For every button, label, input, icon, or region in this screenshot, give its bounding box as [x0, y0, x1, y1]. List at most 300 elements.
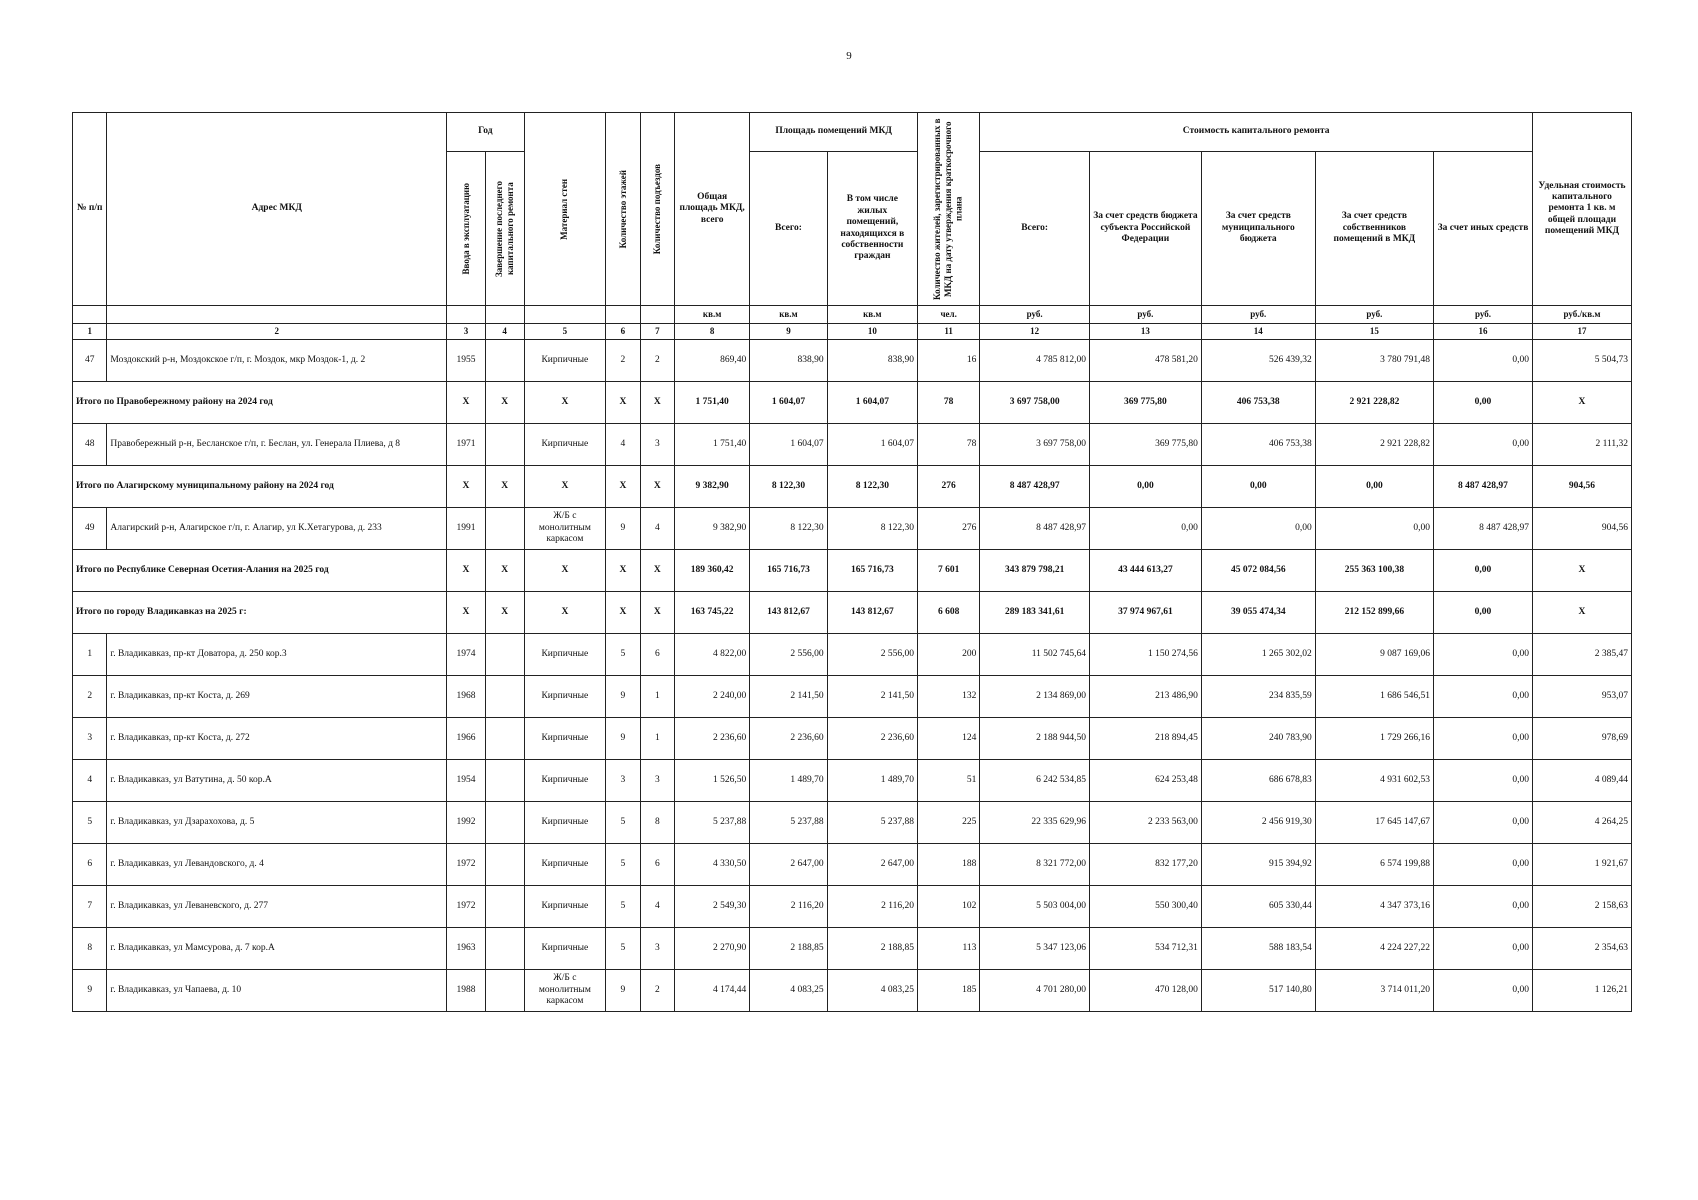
header-total-area: Общая площадь МКД, всего — [675, 113, 750, 306]
cost-region-cell: 832 177,20 — [1090, 844, 1202, 886]
unit-cell: кв.м — [827, 306, 917, 324]
cost-owners-cell: 0,00 — [1315, 466, 1433, 508]
unit-cost-cell: 1 126,21 — [1532, 970, 1631, 1012]
cost-region-cell: 369 775,80 — [1090, 382, 1202, 424]
year-last-repair-cell — [485, 718, 524, 760]
cost-owners-cell: 3 714 011,20 — [1315, 970, 1433, 1012]
year-last-repair-cell — [485, 340, 524, 382]
address-cell: г. Владикавказ, ул Мамсурова, д. 7 кор.А — [107, 928, 447, 970]
unit-cost-cell: 953,07 — [1532, 676, 1631, 718]
entrances-cell: 3 — [640, 760, 674, 802]
wall-material-cell: Кирпичные — [524, 844, 606, 886]
premises-citizens-cell: 165 716,73 — [827, 550, 917, 592]
address-cell: г. Владикавказ, ул Чапаева, д. 10 — [107, 970, 447, 1012]
wall-material-cell: Кирпичные — [524, 886, 606, 928]
floors-cell: X — [606, 382, 640, 424]
premises-total-cell: 2 236,60 — [750, 718, 827, 760]
premises-total-cell: 2 556,00 — [750, 634, 827, 676]
cost-municipal-cell: 517 140,80 — [1201, 970, 1315, 1012]
cost-owners-cell: 255 363 100,38 — [1315, 550, 1433, 592]
premises-citizens-cell: 2 141,50 — [827, 676, 917, 718]
cost-other-cell: 8 487 428,97 — [1434, 466, 1533, 508]
row-number-cell: 47 — [73, 340, 107, 382]
residents-cell: 185 — [918, 970, 980, 1012]
residents-cell: 276 — [918, 466, 980, 508]
premises-citizens-cell: 2 116,20 — [827, 886, 917, 928]
subtotal-label: Итого по Республике Северная Осетия-Алания на 2025 год — [73, 550, 447, 592]
column-number: 11 — [918, 324, 980, 340]
year-commission-cell: 1954 — [447, 760, 486, 802]
cost-owners-cell: 212 152 899,66 — [1315, 592, 1433, 634]
cost-other-cell: 0,00 — [1434, 886, 1533, 928]
unit-cost-cell: 4 264,25 — [1532, 802, 1631, 844]
cost-municipal-cell: 605 330,44 — [1201, 886, 1315, 928]
cost-other-cell: 0,00 — [1434, 592, 1533, 634]
premises-citizens-cell: 8 122,30 — [827, 466, 917, 508]
year-last-repair-cell — [485, 844, 524, 886]
cost-region-cell: 37 974 967,61 — [1090, 592, 1202, 634]
premises-total-cell: 8 122,30 — [750, 466, 827, 508]
row-number-cell: 3 — [73, 718, 107, 760]
cost-owners-cell: 6 574 199,88 — [1315, 844, 1433, 886]
total-area-cell: 4 330,50 — [675, 844, 750, 886]
unit-cost-cell: X — [1532, 592, 1631, 634]
residents-cell: 132 — [918, 676, 980, 718]
cost-total-cell: 5 347 123,06 — [980, 928, 1090, 970]
cost-region-cell: 624 253,48 — [1090, 760, 1202, 802]
year-last-repair-cell — [485, 886, 524, 928]
cost-total-cell: 3 697 758,00 — [980, 382, 1090, 424]
table-row — [73, 760, 1632, 802]
header-wall-material: Материал стен — [524, 113, 606, 306]
floors-cell: 9 — [606, 970, 640, 1012]
table-row — [73, 886, 1632, 928]
premises-total-cell: 2 116,20 — [750, 886, 827, 928]
cost-total-cell: 5 503 004,00 — [980, 886, 1090, 928]
header-address: Адрес МКД — [107, 113, 447, 306]
cost-municipal-cell: 526 439,32 — [1201, 340, 1315, 382]
year-commission-cell: X — [447, 550, 486, 592]
address-cell: г. Владикавказ, пр-кт Коста, д. 269 — [107, 676, 447, 718]
unit-cell: руб. — [1315, 306, 1433, 324]
cost-owners-cell: 3 780 791,48 — [1315, 340, 1433, 382]
year-last-repair-cell — [485, 508, 524, 550]
column-number: 4 — [485, 324, 524, 340]
column-number: 1 — [73, 324, 107, 340]
floors-cell: 5 — [606, 634, 640, 676]
wall-material-cell: Кирпичные — [524, 676, 606, 718]
subtotal-row — [73, 550, 1632, 592]
row-number-cell: 1 — [73, 634, 107, 676]
cost-municipal-cell: 0,00 — [1201, 508, 1315, 550]
cost-region-cell: 0,00 — [1090, 508, 1202, 550]
subtotal-label: Итого по Правобережному району на 2024 год — [73, 382, 447, 424]
entrances-cell: 6 — [640, 634, 674, 676]
unit-cost-cell: X — [1532, 550, 1631, 592]
address-cell: г. Владикавказ, ул Левандовского, д. 4 — [107, 844, 447, 886]
floors-cell: 9 — [606, 718, 640, 760]
wall-material-cell: Кирпичные — [524, 424, 606, 466]
year-commission-cell: X — [447, 382, 486, 424]
wall-material-cell: Кирпичные — [524, 760, 606, 802]
table-row — [73, 844, 1632, 886]
total-area-cell: 2 270,90 — [675, 928, 750, 970]
header-cost-total: Всего: — [980, 152, 1090, 306]
premises-citizens-cell: 143 812,67 — [827, 592, 917, 634]
entrances-cell: 2 — [640, 970, 674, 1012]
cost-region-cell: 2 233 563,00 — [1090, 802, 1202, 844]
cost-region-cell: 1 150 274,56 — [1090, 634, 1202, 676]
total-area-cell: 869,40 — [675, 340, 750, 382]
cost-total-cell: 6 242 534,85 — [980, 760, 1090, 802]
total-area-cell: 4 174,44 — [675, 970, 750, 1012]
floors-cell: 5 — [606, 886, 640, 928]
cost-other-cell: 0,00 — [1434, 340, 1533, 382]
residents-cell: 102 — [918, 886, 980, 928]
premises-citizens-cell: 2 236,60 — [827, 718, 917, 760]
unit-cell: чел. — [918, 306, 980, 324]
cost-region-cell: 369 775,80 — [1090, 424, 1202, 466]
total-area-cell: 2 240,00 — [675, 676, 750, 718]
header-cost-municipal: За счет средств муниципального бюджета — [1201, 152, 1315, 306]
cost-municipal-cell: 0,00 — [1201, 466, 1315, 508]
floors-cell: X — [606, 592, 640, 634]
table-row — [73, 424, 1632, 466]
floors-cell: X — [606, 550, 640, 592]
total-area-cell: 1 751,40 — [675, 382, 750, 424]
header-year-commission: Ввода в эксплуатацию — [447, 152, 486, 306]
header-premises-citizens: В том числе жилых помещений, находящихся в собственности граждан — [827, 152, 917, 306]
entrances-cell: X — [640, 550, 674, 592]
wall-material-cell: Ж/Б с монолитным каркасом — [524, 970, 606, 1012]
address-cell: Правобережный р-н, Бесланское г/п, г. Беслан, ул. Генерала Плиева, д 8 — [107, 424, 447, 466]
residents-cell: 200 — [918, 634, 980, 676]
cost-municipal-cell: 588 183,54 — [1201, 928, 1315, 970]
cost-other-cell: 8 487 428,97 — [1434, 508, 1533, 550]
entrances-cell: 8 — [640, 802, 674, 844]
column-number: 3 — [447, 324, 486, 340]
address-cell: г. Владикавказ, ул Леваневского, д. 277 — [107, 886, 447, 928]
table-row — [73, 508, 1632, 550]
cost-region-cell: 0,00 — [1090, 466, 1202, 508]
subtotal-row — [73, 466, 1632, 508]
unit-cost-cell: 2 354,63 — [1532, 928, 1631, 970]
cost-region-cell: 534 712,31 — [1090, 928, 1202, 970]
unit-cell: руб./кв.м — [1532, 306, 1631, 324]
total-area-cell: 9 382,90 — [675, 466, 750, 508]
year-commission-cell: 1992 — [447, 802, 486, 844]
row-number-cell: 7 — [73, 886, 107, 928]
row-number-cell: 48 — [73, 424, 107, 466]
unit-cost-cell: 2 158,63 — [1532, 886, 1631, 928]
capital-repair-table — [72, 112, 1632, 1012]
header-premises-total: Всего: — [750, 152, 827, 306]
entrances-cell: 3 — [640, 928, 674, 970]
cost-other-cell: 0,00 — [1434, 550, 1533, 592]
cost-total-cell: 2 188 944,50 — [980, 718, 1090, 760]
unit-cell — [485, 306, 524, 324]
year-commission-cell: X — [447, 466, 486, 508]
cost-total-cell: 343 879 798,21 — [980, 550, 1090, 592]
address-cell: г. Владикавказ, пр-кт Коста, д. 272 — [107, 718, 447, 760]
cost-total-cell: 8 321 772,00 — [980, 844, 1090, 886]
floors-cell: 2 — [606, 340, 640, 382]
cost-other-cell: 0,00 — [1434, 718, 1533, 760]
floors-cell: 5 — [606, 802, 640, 844]
cost-total-cell: 4 785 812,00 — [980, 340, 1090, 382]
premises-total-cell: 1 604,07 — [750, 424, 827, 466]
table-row — [73, 676, 1632, 718]
cost-region-cell: 550 300,40 — [1090, 886, 1202, 928]
cost-other-cell: 0,00 — [1434, 676, 1533, 718]
year-last-repair-cell — [485, 634, 524, 676]
year-commission-cell: 1972 — [447, 844, 486, 886]
cost-municipal-cell: 240 783,90 — [1201, 718, 1315, 760]
cost-total-cell: 8 487 428,97 — [980, 508, 1090, 550]
subtotal-label: Итого по городу Владикавказ на 2025 г: — [73, 592, 447, 634]
subtotal-row — [73, 382, 1632, 424]
cost-region-cell: 213 486,90 — [1090, 676, 1202, 718]
cost-municipal-cell: 1 265 302,02 — [1201, 634, 1315, 676]
cost-municipal-cell: 2 456 919,30 — [1201, 802, 1315, 844]
subtotal-row — [73, 592, 1632, 634]
year-last-repair-cell — [485, 970, 524, 1012]
year-commission-cell: X — [447, 592, 486, 634]
residents-cell: 16 — [918, 340, 980, 382]
unit-cell — [524, 306, 606, 324]
address-cell: Моздокский р-н, Моздокское г/п, г. Моздок, мкр Моздок-1, д. 2 — [107, 340, 447, 382]
row-number-cell: 6 — [73, 844, 107, 886]
wall-material-cell: Кирпичные — [524, 928, 606, 970]
premises-total-cell: 2 141,50 — [750, 676, 827, 718]
column-number: 17 — [1532, 324, 1631, 340]
residents-cell: 188 — [918, 844, 980, 886]
cost-other-cell: 0,00 — [1434, 844, 1533, 886]
cost-municipal-cell: 234 835,59 — [1201, 676, 1315, 718]
premises-citizens-cell: 1 604,07 — [827, 382, 917, 424]
residents-cell: 276 — [918, 508, 980, 550]
entrances-cell: 6 — [640, 844, 674, 886]
premises-total-cell: 1 604,07 — [750, 382, 827, 424]
unit-cell — [606, 306, 640, 324]
header-unit-cost: Удельная стоимость капитального ремонта 1 кв. м общей площади помещений МКД — [1532, 113, 1631, 306]
column-number: 9 — [750, 324, 827, 340]
column-number: 10 — [827, 324, 917, 340]
premises-total-cell: 2 647,00 — [750, 844, 827, 886]
unit-cost-cell: 978,69 — [1532, 718, 1631, 760]
row-number-cell: 5 — [73, 802, 107, 844]
entrances-cell: X — [640, 466, 674, 508]
column-number: 14 — [1201, 324, 1315, 340]
header-year-last-repair: Завершение последнего капитального ремонта — [485, 152, 524, 306]
floors-cell: 3 — [606, 760, 640, 802]
premises-total-cell: 143 812,67 — [750, 592, 827, 634]
floors-cell: 9 — [606, 508, 640, 550]
year-last-repair-cell: X — [485, 466, 524, 508]
address-cell: г. Владикавказ, ул Дзарахохова, д. 5 — [107, 802, 447, 844]
premises-citizens-cell: 4 083,25 — [827, 970, 917, 1012]
column-number: 2 — [107, 324, 447, 340]
cost-total-cell: 11 502 745,64 — [980, 634, 1090, 676]
floors-cell: 5 — [606, 844, 640, 886]
table-row — [73, 634, 1632, 676]
unit-cell: руб. — [1090, 306, 1202, 324]
cost-region-cell: 478 581,20 — [1090, 340, 1202, 382]
column-number: 16 — [1434, 324, 1533, 340]
table-row — [73, 718, 1632, 760]
entrances-cell: X — [640, 592, 674, 634]
year-last-repair-cell — [485, 928, 524, 970]
cost-other-cell: 0,00 — [1434, 970, 1533, 1012]
unit-cell: кв.м — [675, 306, 750, 324]
total-area-cell: 9 382,90 — [675, 508, 750, 550]
cost-other-cell: 0,00 — [1434, 424, 1533, 466]
unit-cost-cell: 4 089,44 — [1532, 760, 1631, 802]
total-area-cell: 2 236,60 — [675, 718, 750, 760]
premises-total-cell: 165 716,73 — [750, 550, 827, 592]
year-commission-cell: 1955 — [447, 340, 486, 382]
cost-other-cell: 0,00 — [1434, 634, 1533, 676]
cost-region-cell: 43 444 613,27 — [1090, 550, 1202, 592]
unit-cost-cell: 904,56 — [1532, 508, 1631, 550]
total-area-cell: 163 745,22 — [675, 592, 750, 634]
address-cell: Алагирский р-н, Алагирское г/п, г. Алагир, ул К.Хетагурова, д. 233 — [107, 508, 447, 550]
residents-cell: 113 — [918, 928, 980, 970]
unit-cell — [447, 306, 486, 324]
cost-municipal-cell: 406 753,38 — [1201, 382, 1315, 424]
cost-other-cell: 0,00 — [1434, 760, 1533, 802]
year-last-repair-cell: X — [485, 592, 524, 634]
unit-cell — [107, 306, 447, 324]
row-number-cell: 4 — [73, 760, 107, 802]
row-number-cell: 2 — [73, 676, 107, 718]
residents-cell: 78 — [918, 382, 980, 424]
wall-material-cell: Ж/Б с монолитным каркасом — [524, 508, 606, 550]
table-row — [73, 802, 1632, 844]
premises-citizens-cell: 8 122,30 — [827, 508, 917, 550]
cost-owners-cell: 9 087 169,06 — [1315, 634, 1433, 676]
year-last-repair-cell — [485, 802, 524, 844]
cost-other-cell: 0,00 — [1434, 928, 1533, 970]
header-cost-other: За счет иных средств — [1434, 152, 1533, 306]
residents-cell: 51 — [918, 760, 980, 802]
premises-total-cell: 838,90 — [750, 340, 827, 382]
header-floors: Количество этажей — [606, 113, 640, 306]
cost-municipal-cell: 915 394,92 — [1201, 844, 1315, 886]
cost-owners-cell: 4 931 602,53 — [1315, 760, 1433, 802]
residents-cell: 6 608 — [918, 592, 980, 634]
column-number: 7 — [640, 324, 674, 340]
cost-owners-cell: 1 686 546,51 — [1315, 676, 1433, 718]
cost-other-cell: 0,00 — [1434, 802, 1533, 844]
column-number: 13 — [1090, 324, 1202, 340]
cost-total-cell: 2 134 869,00 — [980, 676, 1090, 718]
entrances-cell: 3 — [640, 424, 674, 466]
cost-municipal-cell: 45 072 084,56 — [1201, 550, 1315, 592]
entrances-cell: X — [640, 382, 674, 424]
premises-total-cell: 4 083,25 — [750, 970, 827, 1012]
entrances-cell: 1 — [640, 718, 674, 760]
cost-municipal-cell: 406 753,38 — [1201, 424, 1315, 466]
cost-owners-cell: 1 729 266,16 — [1315, 718, 1433, 760]
header-year: Год — [447, 113, 524, 152]
unit-cell: кв.м — [750, 306, 827, 324]
column-number: 6 — [606, 324, 640, 340]
total-area-cell: 2 549,30 — [675, 886, 750, 928]
header-premises-area: Площадь помещений МКД — [750, 113, 918, 152]
wall-material-cell: Кирпичные — [524, 802, 606, 844]
year-last-repair-cell — [485, 676, 524, 718]
year-commission-cell: 1963 — [447, 928, 486, 970]
floors-cell: 5 — [606, 928, 640, 970]
header-entrances: Количество подъездов — [640, 113, 674, 306]
unit-cell: руб. — [980, 306, 1090, 324]
floors-cell: 9 — [606, 676, 640, 718]
cost-region-cell: 470 128,00 — [1090, 970, 1202, 1012]
unit-cost-cell: 2 111,32 — [1532, 424, 1631, 466]
year-last-repair-cell: X — [485, 382, 524, 424]
cost-owners-cell: 4 224 227,22 — [1315, 928, 1433, 970]
year-last-repair-cell: X — [485, 550, 524, 592]
cost-other-cell: 0,00 — [1434, 382, 1533, 424]
year-commission-cell: 1991 — [447, 508, 486, 550]
wall-material-cell: X — [524, 382, 606, 424]
unit-cell: руб. — [1201, 306, 1315, 324]
table-row — [73, 340, 1632, 382]
year-commission-cell: 1971 — [447, 424, 486, 466]
column-number: 8 — [675, 324, 750, 340]
total-area-cell: 5 237,88 — [675, 802, 750, 844]
cost-region-cell: 218 894,45 — [1090, 718, 1202, 760]
table-row — [73, 970, 1632, 1012]
address-cell: г. Владикавказ, пр-кт Доватора, д. 250 кор.3 — [107, 634, 447, 676]
residents-cell: 225 — [918, 802, 980, 844]
subtotal-label: Итого по Алагирскому муниципальному району на 2024 год — [73, 466, 447, 508]
premises-citizens-cell: 5 237,88 — [827, 802, 917, 844]
table-row — [73, 928, 1632, 970]
wall-material-cell: X — [524, 550, 606, 592]
unit-cost-cell: 2 385,47 — [1532, 634, 1631, 676]
premises-citizens-cell: 2 647,00 — [827, 844, 917, 886]
year-commission-cell: 1974 — [447, 634, 486, 676]
total-area-cell: 189 360,42 — [675, 550, 750, 592]
total-area-cell: 1 751,40 — [675, 424, 750, 466]
premises-citizens-cell: 1 489,70 — [827, 760, 917, 802]
column-number: 12 — [980, 324, 1090, 340]
cost-owners-cell: 17 645 147,67 — [1315, 802, 1433, 844]
entrances-cell: 1 — [640, 676, 674, 718]
cost-total-cell: 8 487 428,97 — [980, 466, 1090, 508]
year-last-repair-cell — [485, 760, 524, 802]
wall-material-cell: Кирпичные — [524, 634, 606, 676]
unit-cost-cell: 904,56 — [1532, 466, 1631, 508]
unit-cost-cell: 1 921,67 — [1532, 844, 1631, 886]
wall-material-cell: X — [524, 592, 606, 634]
row-number-cell: 49 — [73, 508, 107, 550]
header-cost-region: За счет средств бюджета субъекта Российской Федерации — [1090, 152, 1202, 306]
cost-owners-cell: 2 921 228,82 — [1315, 382, 1433, 424]
premises-total-cell: 2 188,85 — [750, 928, 827, 970]
cost-total-cell: 22 335 629,96 — [980, 802, 1090, 844]
cost-municipal-cell: 686 678,83 — [1201, 760, 1315, 802]
page-number: 9 — [846, 50, 852, 62]
wall-material-cell: X — [524, 466, 606, 508]
column-number: 5 — [524, 324, 606, 340]
header-cost-owners: За счет средств собственников помещений в МКД — [1315, 152, 1433, 306]
unit-cost-cell: X — [1532, 382, 1631, 424]
floors-cell: 4 — [606, 424, 640, 466]
premises-total-cell: 8 122,30 — [750, 508, 827, 550]
